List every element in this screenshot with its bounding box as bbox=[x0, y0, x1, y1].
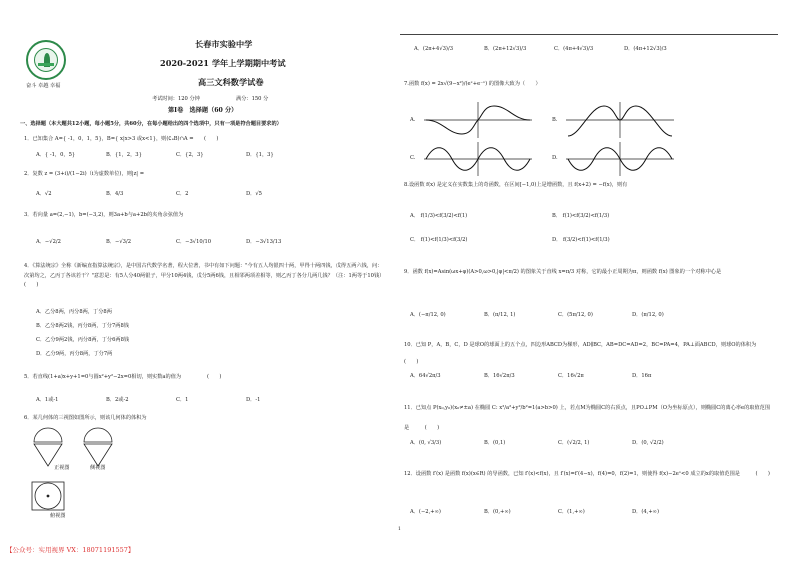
school-motto: 奋斗 卓越 幸福 bbox=[26, 83, 61, 89]
school-logo bbox=[26, 40, 66, 80]
logo-emblem-icon bbox=[34, 48, 58, 72]
question-8-option-a: A． f(1/3)<f(3/2)<f(1) bbox=[410, 213, 468, 219]
question-4-option-d: D．乙分9两，丙分8两，丁分7两 bbox=[36, 351, 113, 357]
side-view-label: 侧视图 bbox=[90, 465, 106, 471]
graph-d-icon bbox=[564, 140, 676, 178]
question-12-option-d: D．(4,+∞) bbox=[632, 509, 660, 515]
question-1-option-d: D．{1，3} bbox=[246, 152, 274, 158]
question-1-option-b: B．{1，2，3} bbox=[106, 152, 142, 158]
question-2-option-d: D．√5 bbox=[246, 191, 262, 197]
question-3-option-d: D．−3√13/13 bbox=[246, 239, 282, 245]
question-9-option-d: D．(π/12, 0) bbox=[632, 312, 664, 318]
question-11-option-b: B．(0,1) bbox=[484, 440, 506, 446]
question-11-option-d: D．(0, √2/2) bbox=[632, 440, 664, 446]
exam-score: 满分：150 分 bbox=[236, 96, 269, 102]
graph-b-icon bbox=[564, 100, 676, 140]
question-10-option-c: C．16√2π bbox=[558, 373, 584, 379]
question-10-option-a: A．64√2π/3 bbox=[410, 373, 441, 379]
question-12-option-c: C．(1,+∞) bbox=[558, 509, 585, 515]
question-7-option-a: A. bbox=[410, 117, 416, 123]
question-3-option-c: C．−3√10/10 bbox=[176, 239, 212, 245]
question-1-stem: 1．已知集合 A={ -1，0，1，5}，B={ x|x>3 或x<1}，则(∁ₐB)∩A = ( ) bbox=[24, 136, 219, 142]
question-2-option-b: B．4/3 bbox=[106, 191, 124, 197]
page-number: 1 bbox=[398, 527, 401, 532]
question-3-option-b: B．−√3/2 bbox=[106, 239, 132, 245]
question-10-stem: 10．已知 P，A，B，C，D 是球O的球面上的五个点，四边形ABCD为梯形，AD∥BC，AB=DC=AD=2，BC=PA=4，PA⊥面ABCD，则球O的体积为 ( ) bbox=[404, 342, 772, 365]
question-12-option-b: B．(0,+∞) bbox=[484, 509, 511, 515]
question-4-option-a: A．乙分8两，丙分8两，丁分8两 bbox=[36, 309, 112, 315]
question-12-stem: 12．设函数 f′(x) 是函数 f(x)(x∈R) 的导函数，已知 f′(x)<f(x)，且 f′(x)=f′(4−x)，f(4)=0，f(2)=1，则使得 f(x)−2eˣ<0 成立的x的取值范围是 ( ) bbox=[404, 471, 770, 477]
question-11-option-c: C．(√2/2, 1) bbox=[558, 440, 590, 446]
exam-time: 考试时间：120 分钟 bbox=[152, 96, 200, 102]
question-9-option-a: A．(−π/12, 0) bbox=[410, 312, 446, 318]
top-view-icon bbox=[32, 482, 64, 510]
watermark-text: 【公众号：实用视界 VX：18071191557】 bbox=[6, 546, 135, 554]
question-10-option-b: B．16√2π/3 bbox=[484, 373, 515, 379]
question-2-option-a: A．√2 bbox=[36, 191, 52, 197]
question-2-stem: 2．复数 z = (3+i)/(1−2i)（i为虚数单位)，则|z| = bbox=[24, 171, 145, 177]
question-5-option-a: A．1或-1 bbox=[36, 397, 59, 403]
section-title: 一、选择题（本大题共12小题，每小题5分，共60分，在每小题给出的四个选项中，只有一项是符合题目要求的） bbox=[20, 121, 282, 127]
question-5-option-d: D．-1 bbox=[246, 397, 261, 403]
question-1-option-a: A．{ -1，0，5} bbox=[36, 152, 76, 158]
question-10-option-d: D．16π bbox=[632, 373, 652, 379]
exam-term: 2020-2021 学年上学期期中考试 bbox=[160, 58, 286, 68]
side-view-icon bbox=[84, 428, 112, 466]
question-6-option-d: D．(4π+12√3)/3 bbox=[624, 46, 667, 52]
question-4-stem: 4．《算法统宗》全称《新编直指算法统宗》，是中国古代数学名著，程大位著，书中有如下问题："今有五人均银四十两，甲得十两四钱，戊得五两六钱，问：次第均之，乙丙丁各该若干？"意思是：有5人分40两银子，甲分10两4钱，戊分5两6钱，且相邻两项差相等，则乙丙丁各分几两几钱？（注：1两等于10钱） ( ) bbox=[24, 263, 413, 288]
question-7-option-c: C. bbox=[410, 155, 416, 161]
top-rule bbox=[400, 34, 778, 35]
question-8-option-d: D． f(3/2)<f(1)<f(1/3) bbox=[552, 237, 610, 243]
question-9-option-c: C．(5π/12, 0) bbox=[558, 312, 593, 318]
question-2-option-c: C．2 bbox=[176, 191, 189, 197]
exam-subject: 高三文科数学试卷 bbox=[198, 77, 264, 87]
question-8-stem: 8.设函数 f(x) 是定义在实数集上的奇函数，在区间[−1,0)上是增函数，且 f(x+2) = −f(x)，则有 bbox=[404, 182, 628, 188]
question-4-option-b: B．乙分8两2钱，丙分8两，丁分7两8钱 bbox=[36, 323, 129, 329]
question-7-stem: 7.函数 f(x) = 2x√(9−x²)/(eˣ+e⁻ˣ) 的图像大致为（ ） bbox=[404, 81, 541, 87]
question-9-option-b: B．(π/12, 1) bbox=[484, 312, 516, 318]
graph-a-icon bbox=[422, 100, 534, 140]
question-5-option-b: B．2或-2 bbox=[106, 397, 129, 403]
graph-c-icon bbox=[422, 140, 534, 178]
front-view-icon bbox=[34, 428, 62, 466]
question-6-option-b: B．(2π+12√3)/3 bbox=[484, 46, 527, 52]
question-8-option-c: C． f(1)<f(1/3)<f(3/2) bbox=[410, 237, 468, 243]
question-11-option-a: A．(0, √3/3) bbox=[410, 440, 442, 446]
question-12-option-a: A．(−2,+∞) bbox=[410, 509, 441, 515]
top-view-label: 俯视图 bbox=[50, 513, 66, 519]
question-3-option-a: A．−√2/2 bbox=[36, 239, 61, 245]
question-8-option-b: B． f(1)<f(3/2)<f(1/3) bbox=[552, 213, 610, 219]
question-6-option-a: A．(2π+4√3)/3 bbox=[414, 46, 453, 52]
question-3-stem: 3．若向量 a=(2,−1)，b=(−3,2)，则3a+b与a+2b的夹角余弦值为 bbox=[24, 212, 184, 218]
school-name: 长春市实验中学 bbox=[195, 39, 253, 49]
three-view-figure bbox=[28, 426, 128, 518]
question-5-stem: 5．若直线(1+a)x+y+1=0与圆x²+y²−2x=0相切，则实数a的值为 ( ) bbox=[24, 374, 222, 380]
question-6-option-c: C．(4π+4√3)/3 bbox=[554, 46, 594, 52]
part-title: 第Ⅰ卷 选择题（60 分） bbox=[168, 107, 238, 114]
question-7-option-b: B. bbox=[552, 117, 558, 123]
question-1-option-c: C．{2，3} bbox=[176, 152, 204, 158]
question-7-option-d: D. bbox=[552, 155, 558, 161]
front-view-label: 正视图 bbox=[54, 465, 70, 471]
question-11-stem: 11．已知点 P(x₀,y₀)(x₀≠±a) 在椭圆 C: x²/a²+y²/b²=1(a>b>0) 上，若点M为椭圆C的右顶点，且PO⊥PM（O为坐标原点），则椭圆C的离心率e的取值范围是 ( ) bbox=[404, 405, 771, 431]
question-9-stem: 9．函数 f(x)=Asin(ωx+φ)(A>0,ω>0,|φ|<π/2) 的图象关于直线 x=π/3 对称，它的最小正周期为π，则函数 f(x) 图象的一个对称中心是 bbox=[404, 269, 722, 275]
question-6-stem: 6．某几何体的三视图如图所示，则该几何体的体积为 bbox=[24, 415, 147, 421]
question-5-option-c: C．1 bbox=[176, 397, 189, 403]
question-4-option-c: C．乙分9两2钱，丙分8两，丁分6两8钱 bbox=[36, 337, 130, 343]
